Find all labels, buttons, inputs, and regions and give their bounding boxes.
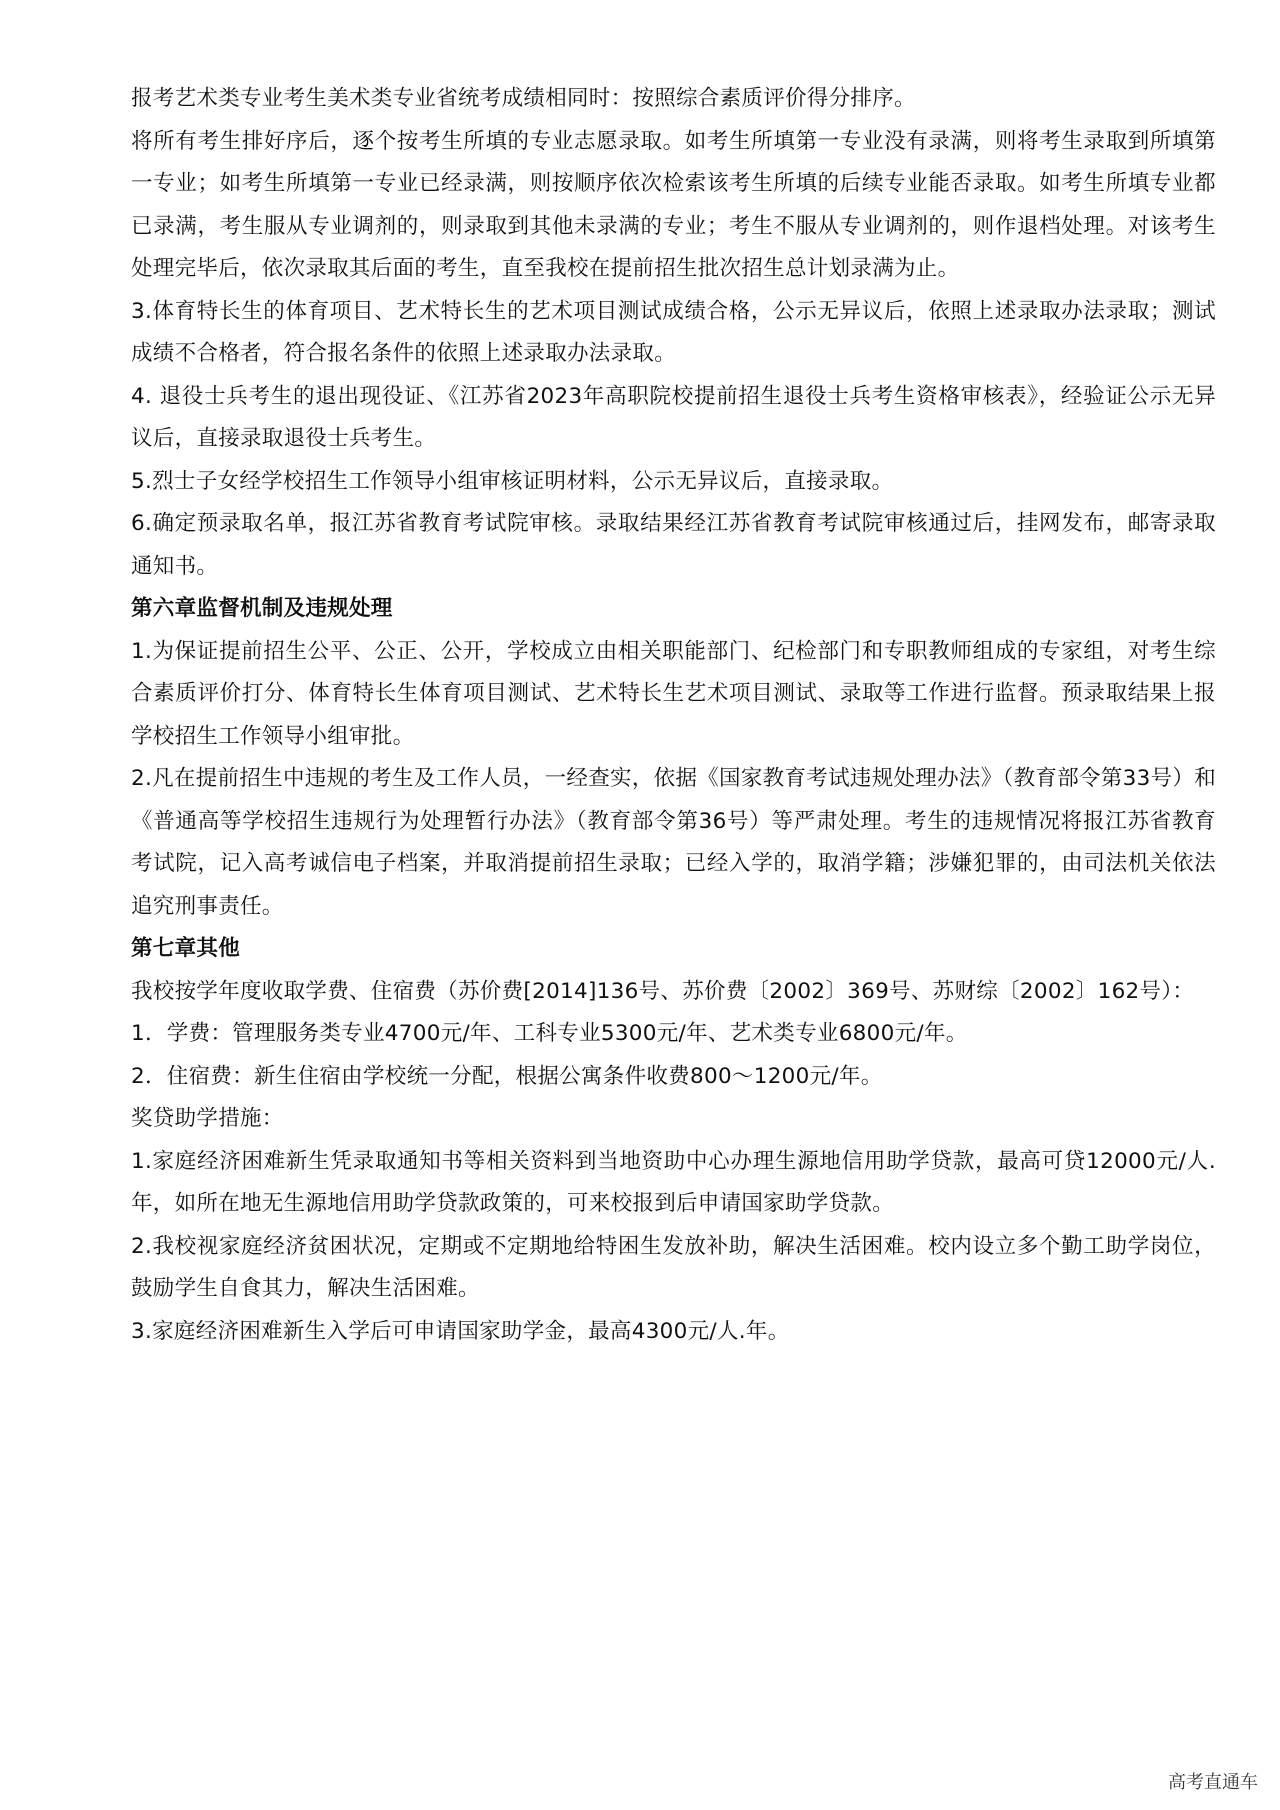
paragraph: 1．学费：管理服务类专业4700元/年、工科专业5300元/年、艺术类专业6800元/年。 bbox=[131, 1021, 968, 1046]
paragraph: 奖贷助学措施： bbox=[131, 1106, 284, 1131]
paragraph: 报考艺术类专业考生美术类专业省统考成绩相同时：按照综合素质评价得分排序。 bbox=[131, 86, 916, 111]
paragraph: 将所有考生排好序后，逐个按考生所填的专业志愿录取。如考生所填第一专业没有录满，则将考生录取到所填第一专业；如考生所填第一专业已经录满，则按顺序依次检索该考生所填的后续专业能否录取。如考生所填专业都已录满，考生服从专业调剂的，则录取到其他未录满的专业；考生不服从专业调剂的，则作退档处理。对该考生处理完毕后，依次录取其后面的考生，直至我校在提前招生批次招生总计划录满为止。 bbox=[131, 128, 1216, 281]
paragraph: 2.我校视家庭经济贫困状况，定期或不定期地给特困生发放补助，解决生活困难。校内设立多个勤工助学岗位，鼓励学生自食其力，解决生活困难。 bbox=[131, 1233, 1216, 1301]
section-heading-chapter-6: 第六章监督机制及违规处理 bbox=[131, 596, 393, 621]
section-heading-chapter-7: 第七章其他 bbox=[131, 936, 241, 961]
paragraph: 3.家庭经济困难新生入学后可申请国家助学金，最高4300元/人.年。 bbox=[131, 1318, 790, 1344]
watermark-text: 高考直通车 bbox=[1168, 1772, 1258, 1793]
paragraph: 我校按学年度收取学费、住宿费（苏价费[2014]136号、苏价费〔2002〕369号、苏财综〔2002〕162号）： bbox=[131, 978, 1195, 1004]
paragraph: 2．住宿费：新生住宿由学校统一分配，根据公寓条件收费800～1200元/年。 bbox=[131, 1063, 883, 1089]
document-body bbox=[131, 78, 1216, 1353]
paragraph: 1.为保证提前招生公平、公正、公开，学校成立由相关职能部门、纪检部门和专职教师组成的专家组，对考生综合素质评价打分、体育特长生体育项目测试、艺术特长生艺术项目测试、录取等工作进行监督。预录取结果上报学校招生工作领导小组审批。 bbox=[131, 638, 1216, 749]
paragraph: 4. 退役士兵考生的退出现役证、《江苏省2023年高职院校提前招生退役士兵考生资格审核表》，经验证公示无异议后，直接录取退役士兵考生。 bbox=[131, 383, 1216, 451]
paragraph: 6.确定预录取名单，报江苏省教育考试院审核。录取结果经江苏省教育考试院审核通过后，挂网发布，邮寄录取通知书。 bbox=[131, 511, 1216, 579]
paragraph: 3.体育特长生的体育项目、艺术特长生的艺术项目测试成绩合格，公示无异议后，依照上述录取办法录取；测试成绩不合格者，符合报名条件的依照上述录取办法录取。 bbox=[131, 298, 1216, 366]
paragraph: 5.烈士子女经学校招生工作领导小组审核证明材料，公示无异议后，直接录取。 bbox=[131, 468, 894, 494]
paragraph: 1.家庭经济困难新生凭录取通知书等相关资料到当地资助中心办理生源地信用助学贷款，最高可贷12000元/人.年，如所在地无生源地信用助学贷款政策的，可来校报到后申请国家助学贷款。 bbox=[131, 1148, 1216, 1216]
paragraph: 2.凡在提前招生中违规的考生及工作人员，一经查实，依据《国家教育考试违规处理办法》（教育部令第33号）和《普通高等学校招生违规行为处理暂行办法》（教育部令第36号）等严肃处理。考生的违规情况将报江苏省教育考试院，记入高考诚信电子档案，并取消提前招生录取；已经入学的，取消学籍；涉嫌犯罪的，由司法机关依法追究刑事责任。 bbox=[131, 766, 1216, 919]
